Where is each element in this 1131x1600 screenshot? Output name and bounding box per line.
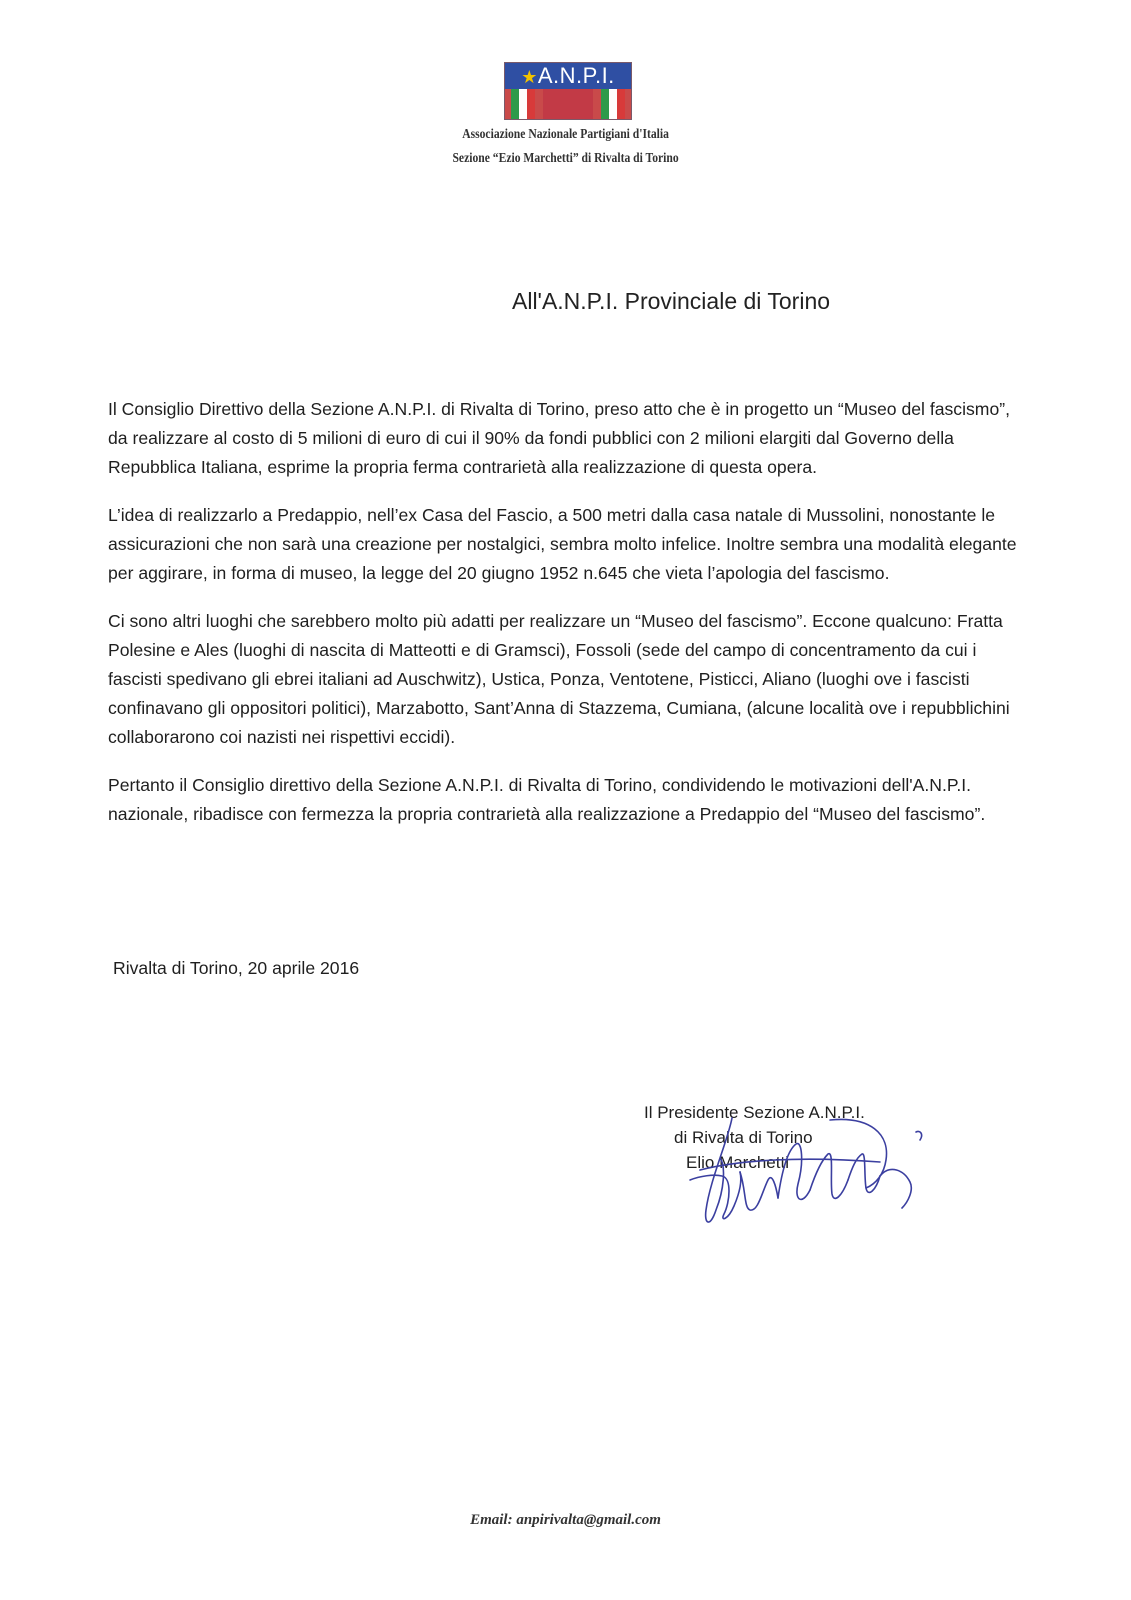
footer-email[interactable]: Email: anpirivalta@gmail.com: [470, 1512, 661, 1528]
paragraph-3: Ci sono altri luoghi che sarebbero molto più adatti per realizzare un “Museo del fascismo”. Eccone qualcuno: Fratta Polesine e Ales (luoghi di nascita di Matteotti e di Gramsci), Fossoli (sede del campo di concentramento da cui i fascisti spedivano gli ebrei italiani ad Auschwitz), Ustica, Ponza, Ventotene, Pisticci, Aliano (luoghi ove i fascisti confinavano gli oppositori politici), Marzabotto, Sant’Anna di Stazzema, Cumiana, (alcune località ove i repubblichini collaborarono coi nazisti nei rispettivi eccidi).: [108, 611, 1010, 747]
dateline: Rivalta di Torino, 20 aprile 2016: [113, 958, 360, 978]
logo-text: A.N.P.I.: [537, 63, 615, 88]
signature-place: di Rivalta di Torino: [674, 1128, 813, 1147]
logo-banner: [505, 63, 631, 89]
paragraph-4: Pertanto il Consiglio direttivo della Sezione A.N.P.I. di Rivalta di Torino, condividendo le motivazioni dell'A.N.P.I. nazionale, ribadisce con fermezza la propria contrarietà alla realizzazione a Predappio del “Museo del fascismo”.: [108, 775, 986, 824]
signature-title: Il Presidente Sezione A.N.P.I.: [644, 1103, 865, 1122]
star-icon: ★: [521, 67, 538, 87]
handwritten-signature-icon: [680, 1110, 940, 1240]
anpi-logo: [504, 62, 632, 120]
org-name: Associazione Nazionale Partigiani d'Italia: [462, 126, 669, 141]
recipient-heading: All'A.N.P.I. Provinciale di Torino: [512, 288, 831, 314]
letter-body: [108, 395, 1028, 848]
tricolor-flag-icon: [505, 89, 631, 119]
signature-name: Elio Marchetti: [686, 1153, 789, 1172]
section-name: Sezione “Ezio Marchetti” di Rivalta di Torino: [452, 150, 679, 165]
paragraph-2: L’idea di realizzarlo a Predappio, nell’ex Casa del Fascio, a 500 metri dalla casa natale di Mussolini, nonostante le assicurazioni che non sarà una creazione per nostalgici, sembra molto infelice. Inoltre sembra una modalità elegante per aggirare, in forma di museo, la legge del 20 giugno 1952 n.645 che vieta l’apologia del fascismo.: [108, 505, 1017, 583]
paragraph-1: Il Consiglio Direttivo della Sezione A.N.P.I. di Rivalta di Torino, preso atto che è in progetto un “Museo del fascismo”, da realizzare al costo di 5 milioni di euro di cui il 90% da fondi pubblici con 2 milioni elargiti dal Governo della Repubblica Italiana, esprime la propria ferma contrarietà alla realizzazione di questa opera.: [108, 399, 1010, 477]
